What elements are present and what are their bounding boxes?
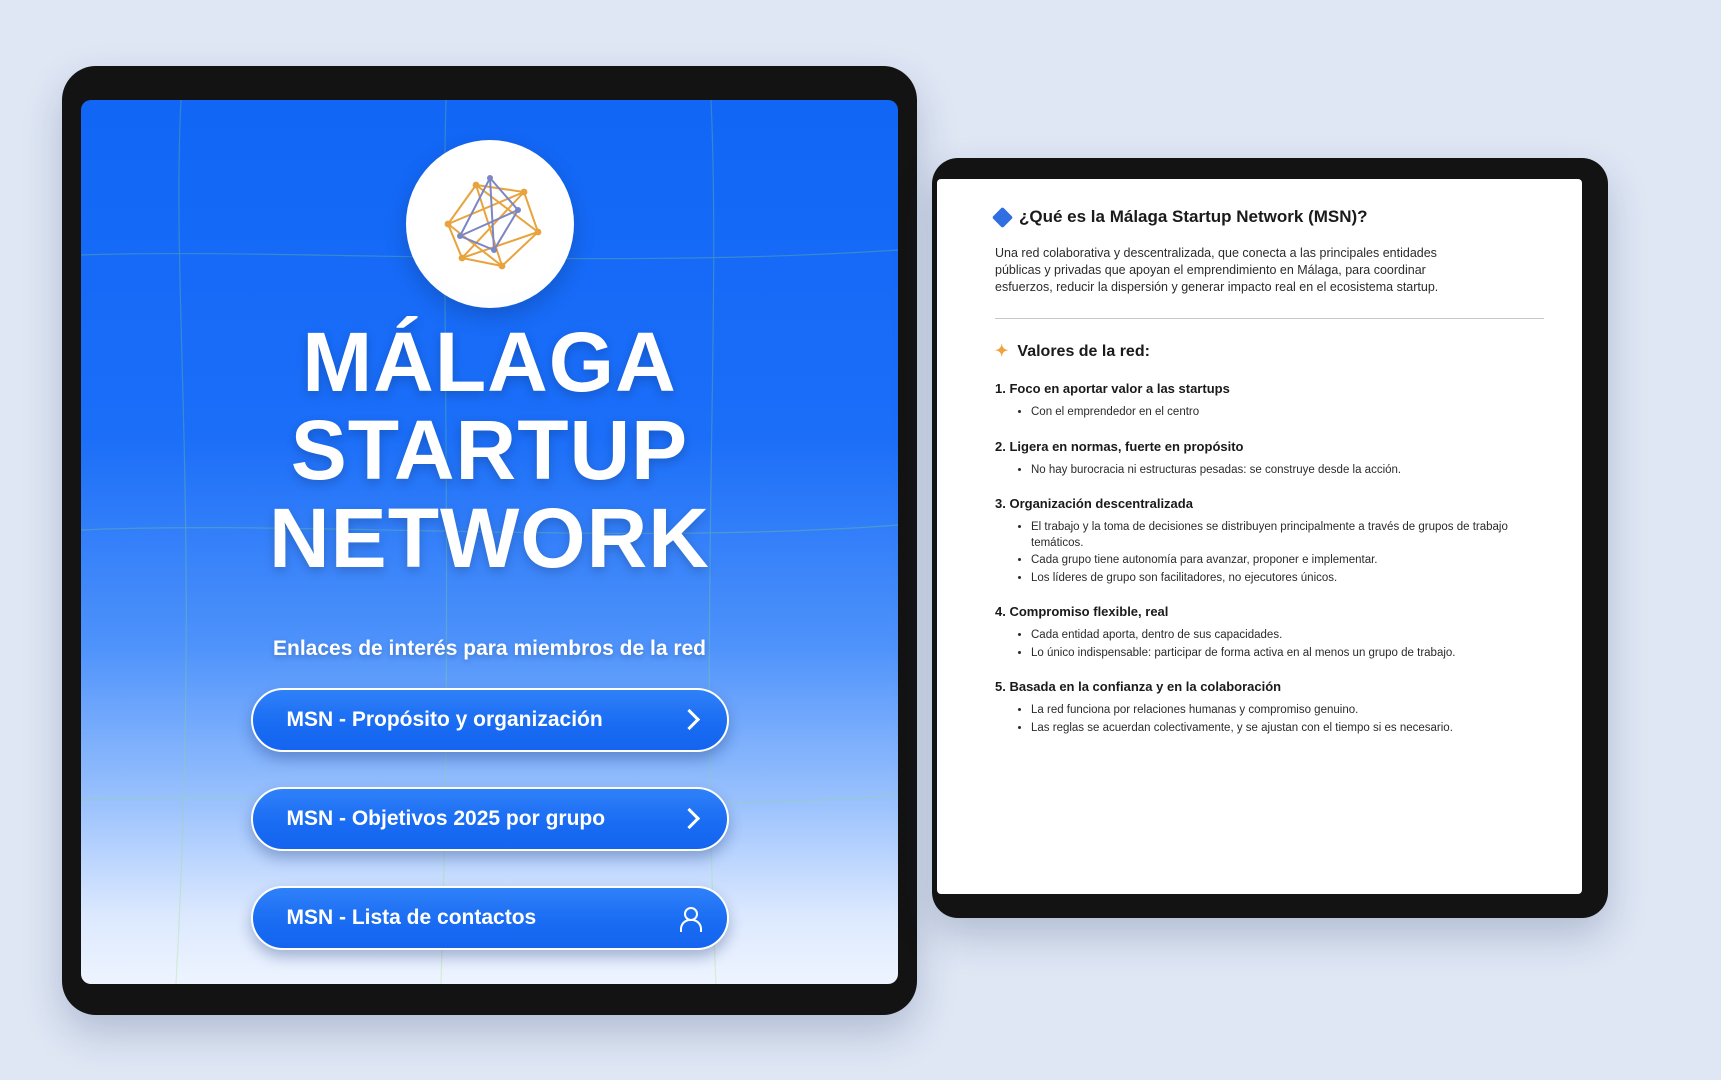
title-line-1: MÁLAGA — [302, 315, 677, 409]
document-intro-paragraph: Una red colaborativa y descentralizada, que conecta a las principales entidades públicas y privadas que apoyan el emprendimiento en Málaga, para coordinar esfuerzos, reducir la dispersión y generar impacto real en el ecosistema startup. — [995, 246, 1439, 294]
link-button-lista-contactos[interactable] — [251, 886, 729, 950]
page-subtitle: Enlaces de interés para miembros de la red — [272, 637, 707, 660]
value-title-5: 5. Basada en la confianza y en la colaboración — [995, 679, 1282, 694]
value-title-4: 4. Compromiso flexible, real — [995, 604, 1169, 619]
title-line-3: NETWORK — [269, 491, 710, 585]
chevron-right-icon — [679, 709, 701, 731]
link-button-objetivos-2025[interactable] — [251, 787, 729, 851]
list-item: • Las reglas se acuerdan colectivamente, y se ajustan con el tiempo si es necesario. — [1031, 721, 1544, 737]
value-title-3: 3. Organización descentralizada — [995, 496, 1193, 511]
value-bullets-4 — [995, 628, 1544, 661]
chevron-right-icon — [679, 808, 701, 830]
network-graph-logo-icon — [406, 140, 574, 308]
list-item: • Lo único indispensable: participar de forma activa en al menos un grupo de trabajo. — [1031, 646, 1544, 662]
left-device-frame — [62, 66, 917, 1015]
value-bullets-3 — [995, 520, 1544, 586]
list-item: • Cada entidad aporta, dentro de sus capacidades. — [1031, 628, 1544, 644]
link-list — [81, 688, 898, 984]
list-item: • Cada grupo tiene autonomía para avanzar, proponer e implementar. — [1031, 553, 1544, 569]
value-title-2: 2. Ligera en normas, fuerte en propósito — [995, 438, 1244, 454]
value-title-1: 1. Foco en aportar valor a las startups — [995, 381, 1230, 396]
link-button-proposito-organizacion[interactable] — [251, 688, 729, 752]
list-item: • Los líderes de grupo son facilitadores, no ejecutores únicos. — [1031, 571, 1544, 587]
document-content — [937, 179, 1582, 764]
list-item: • Con el emprendedor en el centro — [1031, 405, 1544, 421]
blue-diamond-icon — [992, 206, 1013, 227]
sparkles-icon: ✦ — [995, 343, 1009, 360]
logo-graph-svg — [406, 140, 574, 308]
list-item: • No hay burocracia ni estructuras pesadas: se construye desde la acción. — [1031, 463, 1544, 479]
list-item: • La red funciona por relaciones humanas y compromiso genuino. — [1031, 703, 1544, 719]
value-bullets-1 — [995, 405, 1544, 421]
left-device-screen — [81, 100, 898, 984]
value-bullets-2 — [995, 463, 1544, 479]
document-heading-text: ¿Qué es la Málaga Startup Network (MSN)? — [1019, 207, 1368, 226]
list-item: • El trabajo y la toma de decisiones se distribuyen principalmente a través de grupos de trabajo temáticos. — [1031, 520, 1544, 551]
divider — [995, 318, 1544, 319]
value-bullets-5 — [995, 703, 1544, 736]
link-button-label: MSN - Lista de contactos — [286, 906, 537, 929]
right-device-frame — [932, 158, 1608, 918]
link-button-label: MSN - Objetivos 2025 por grupo — [286, 807, 606, 830]
title-line-2: STARTUP — [290, 403, 689, 497]
person-icon — [677, 906, 701, 930]
values-heading-text: Valores de la red: — [1017, 343, 1150, 360]
page-title — [81, 315, 898, 585]
document-heading — [995, 207, 1544, 227]
right-device-screen — [937, 179, 1582, 894]
values-heading — [995, 343, 1544, 361]
link-button-label: MSN - Propósito y organización — [286, 708, 603, 731]
